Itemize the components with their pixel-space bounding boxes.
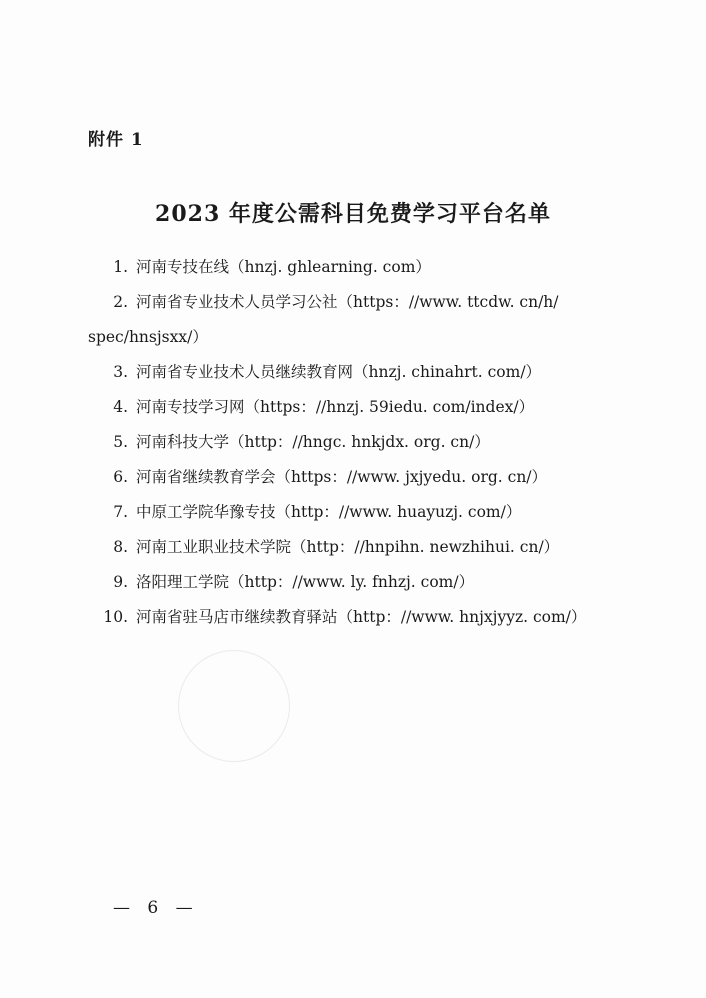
list-item-number: 1. (113, 258, 128, 276)
list-item-continuation (88, 320, 628, 355)
list-item-text: 中原工学院华豫专技（http：//www. huayuzj. com/） (136, 503, 522, 521)
document-title: 2023 年度公需科目免费学习平台名单 (155, 201, 551, 227)
list-item (88, 600, 628, 635)
list-item-number: 9. (113, 573, 128, 591)
list-item-text: 河南专技在线（hnzj. ghlearning. com） (136, 258, 431, 276)
platform-list (88, 250, 628, 635)
list-item-number: 7. (113, 503, 128, 521)
list-item-number: 5. (113, 433, 128, 451)
list-item (88, 390, 628, 425)
list-item (88, 285, 628, 320)
list-item-text: 河南省驻马店市继续教育驿站（http：//www. hnjxjyyz. com/） (136, 608, 587, 626)
list-item-number: 8. (113, 538, 128, 556)
list-item (88, 530, 628, 565)
list-item-number: 6. (113, 468, 128, 486)
attachment-label: 附件 1 (88, 130, 144, 150)
list-item-number: 3. (113, 363, 128, 381)
faint-seal-mark (178, 650, 290, 762)
list-item (88, 355, 628, 390)
list-item-text-continuation: spec/hnsjsxx/） (88, 328, 208, 346)
list-item (88, 565, 628, 600)
list-item-text: 洛阳理工学院（http：//www. ly. fnhzj. com/） (136, 573, 475, 591)
list-item (88, 495, 628, 530)
list-item (88, 460, 628, 495)
list-item-text: 河南省专业技术人员学习公社（https：//www. ttcdw. cn/h/ (136, 293, 559, 311)
list-item-number: 10. (103, 608, 128, 626)
list-item (88, 250, 628, 285)
page-number: — 6 — (113, 898, 199, 918)
list-item-text: 河南专技学习网（https：//hnzj. 59iedu. com/index/） (136, 398, 535, 416)
list-item-number: 2. (113, 293, 128, 311)
list-item-text: 河南省继续教育学会（https：//www. jxjyedu. org. cn/） (136, 468, 548, 486)
list-item-number: 4. (113, 398, 128, 416)
list-item-text: 河南省专业技术人员继续教育网（hnzj. chinahrt. com/） (136, 363, 542, 381)
list-item-text: 河南工业职业技术学院（http：//hnpihn. newzhihui. cn/） (136, 538, 560, 556)
list-item-text: 河南科技大学（http：//hngc. hnkjdx. org. cn/） (136, 433, 490, 451)
list-item (88, 425, 628, 460)
